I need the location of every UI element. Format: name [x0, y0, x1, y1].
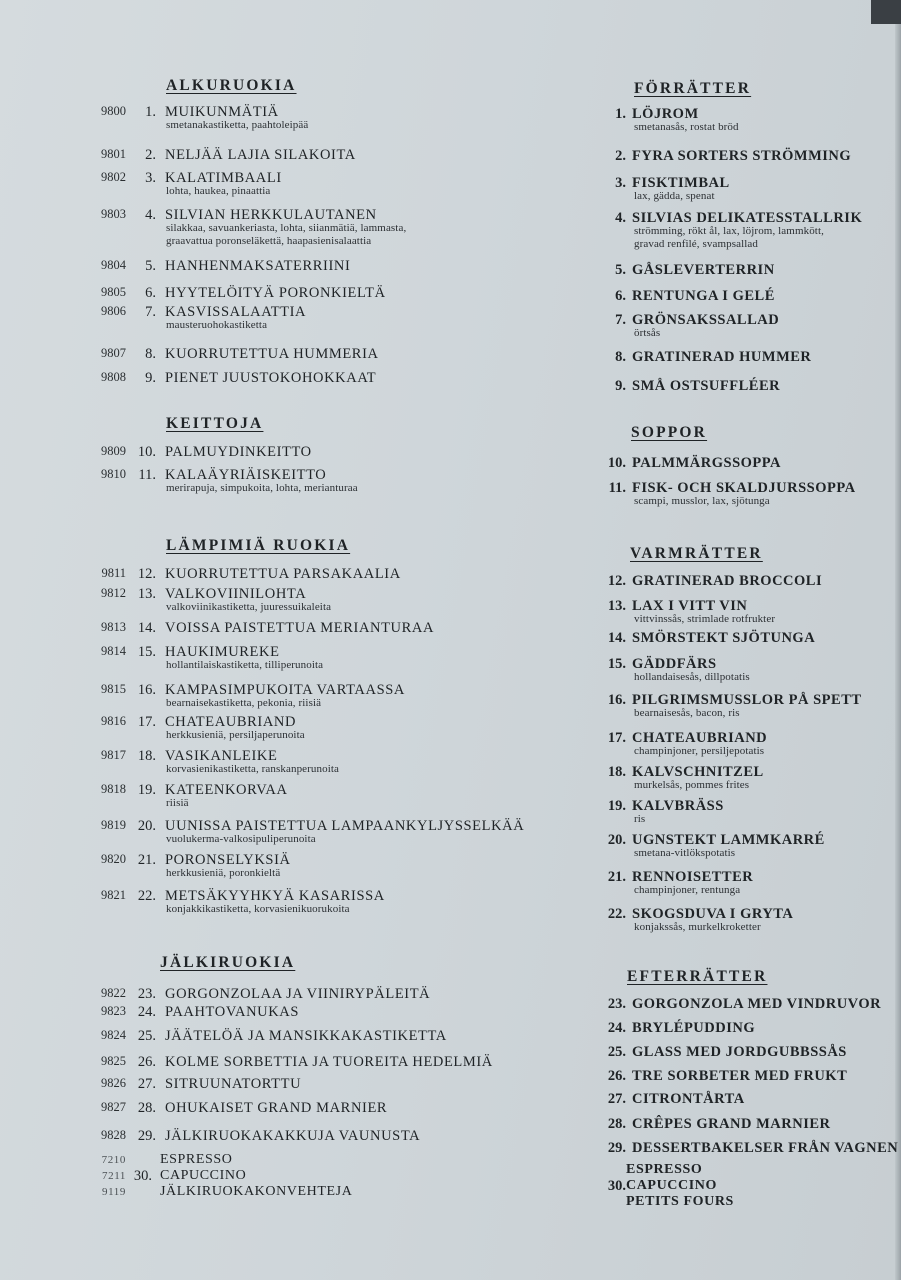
- menu-item: [596, 906, 896, 936]
- menu-item: [0, 258, 600, 288]
- item-number: 9.: [145, 370, 156, 386]
- item-name: CITRONTÅRTA: [632, 1091, 745, 1107]
- item-number: 23.: [607, 996, 626, 1012]
- item-description: lax, gädda, spenat: [634, 190, 715, 202]
- item-line-konvehteja: JÄLKIRUOKAKONVEHTEJA: [160, 1184, 353, 1199]
- item-name: HYYTELÖITYÄ PORONKIELTÄ: [165, 285, 386, 301]
- item-number: 17.: [137, 714, 156, 730]
- heading-lampimia-ruokia: LÄMPIMIÄ RUOKIA: [166, 537, 351, 554]
- item-description: valkoviinikastiketta, juuressuikaleita: [166, 601, 332, 613]
- menu-item: [596, 312, 896, 342]
- item-name: KATEENKORVAA: [165, 782, 288, 798]
- item-name: GÄDDFÄRS: [632, 656, 717, 672]
- item-name: GLASS MED JORDGUBBSSÅS: [632, 1044, 847, 1060]
- item-number: 25.: [137, 1028, 156, 1044]
- menu-item: [0, 782, 600, 812]
- menu-item: [596, 480, 896, 510]
- item-code: 9804: [101, 258, 126, 272]
- item-description: merirapuja, simpukoita, lohta, merianturaa: [166, 482, 358, 494]
- item-number: 5.: [615, 262, 626, 278]
- item-number: 10.: [607, 455, 626, 471]
- item-name: PIENET JUUSTOKOHOKKAAT: [165, 370, 377, 386]
- item-name: GRÖNSAKSSALLAD: [632, 312, 780, 328]
- item-description: herkkusieniä, poronkieltä: [166, 867, 281, 879]
- item-number: 12.: [607, 573, 626, 589]
- item-number: 30.: [607, 1178, 626, 1194]
- item-number: 12.: [137, 566, 156, 582]
- item-description: strömming, rökt ål, lax, löjrom, lammkött,: [634, 225, 824, 237]
- item-name: SITRUUNATORTTU: [165, 1076, 302, 1092]
- item-code: 9820: [101, 852, 126, 866]
- item-number: 2.: [615, 148, 626, 164]
- item-number: 22.: [607, 906, 626, 922]
- menu-item: [0, 714, 600, 744]
- item-number: 27.: [607, 1091, 626, 1107]
- heading-forratter: FÖRRÄTTER: [634, 80, 752, 97]
- item-name: CHATEAUBRIAND: [632, 730, 768, 746]
- heading-soppor: SOPPOR: [631, 424, 708, 441]
- menu-item: [0, 748, 600, 778]
- item-description: korvasienikastiketta, ranskanperunoita: [166, 763, 340, 775]
- item-name: RENTUNGA I GELÉ: [632, 288, 775, 304]
- item-line-espresso: ESPRESSO: [626, 1162, 703, 1177]
- item-number: 14.: [137, 620, 156, 636]
- item-code: 9818: [101, 782, 126, 796]
- item-number: 19.: [607, 798, 626, 814]
- menu-item: [0, 682, 600, 712]
- item-code: 9801: [101, 147, 126, 161]
- item-description: lohta, haukea, pinaattia: [166, 185, 271, 197]
- item-line-capuccino: CAPUCCINO: [626, 1178, 717, 1193]
- item-number: 13.: [607, 598, 626, 614]
- item-name: GRATINERAD BROCCOLI: [632, 573, 823, 589]
- item-number: 27.: [137, 1076, 156, 1092]
- item-name: JÄÄTELÖÄ JA MANSIKKAKASTIKETTA: [165, 1028, 447, 1044]
- item-number: 1.: [145, 104, 156, 120]
- item-number: 22.: [137, 888, 156, 904]
- item-description: murkelsås, pommes frites: [634, 779, 750, 791]
- item-name: LÖJROM: [632, 106, 699, 122]
- item-number: 15.: [137, 644, 156, 660]
- menu-item: [596, 106, 896, 136]
- menu-item: [596, 692, 896, 722]
- item-number: 20.: [607, 832, 626, 848]
- item-number: 29.: [607, 1140, 626, 1156]
- heading-alkuruokia: ALKURUOKIA: [166, 77, 297, 94]
- item-number: 19.: [137, 782, 156, 798]
- item-description: smetanakastiketta, paahtoleipää: [166, 119, 309, 131]
- item-number: 8.: [145, 346, 156, 362]
- item-number: 20.: [137, 818, 156, 834]
- item-code: 9811: [101, 566, 126, 580]
- item-name: KOLME SORBETTIA JA TUOREITA HEDELMIÄ: [165, 1054, 493, 1070]
- item-name: UGNSTEKT LAMMKARRÉ: [632, 832, 825, 848]
- item-name: FISKTIMBAL: [632, 175, 730, 191]
- item-name: OHUKAISET GRAND MARNIER: [165, 1100, 388, 1116]
- item-name: CRÊPES GRAND MARNIER: [632, 1116, 831, 1132]
- item-number: 24.: [607, 1020, 626, 1036]
- item-description: champinjoner, rentunga: [634, 884, 741, 896]
- item-name: GRATINERAD HUMMER: [632, 349, 812, 365]
- item-code: 9822: [101, 986, 126, 1000]
- menu-item: [0, 818, 600, 848]
- menu-item: [596, 798, 896, 828]
- item-name: TRE SORBETER MED FRUKT: [632, 1068, 848, 1084]
- item-line-espresso: ESPRESSO: [160, 1152, 233, 1167]
- item-number: 10.: [137, 444, 156, 460]
- item-code: 9827: [101, 1100, 126, 1114]
- item-lines: [160, 1152, 352, 1200]
- item-code: 9819: [101, 818, 126, 832]
- item-number: 26.: [137, 1054, 156, 1070]
- menu-item: [0, 304, 600, 334]
- item-line-capuccino: CAPUCCINO: [160, 1168, 247, 1183]
- item-description: gravad renfilé, svampsallad: [634, 238, 758, 250]
- item-number: 26.: [607, 1068, 626, 1084]
- item-code: 9809: [101, 444, 126, 458]
- item-number: 23.: [137, 986, 156, 1002]
- item-number: 6.: [145, 285, 156, 301]
- item-code: 9821: [101, 888, 126, 902]
- item-name: KALVBRÄSS: [632, 798, 724, 814]
- item-code: 9814: [101, 644, 126, 658]
- item-number: 13.: [137, 586, 156, 602]
- item-code: 9816: [101, 714, 126, 728]
- item-name: VASIKANLEIKE: [165, 748, 278, 764]
- item-number: 9.: [615, 378, 626, 394]
- item-code: 9119: [102, 1186, 126, 1198]
- item-code: 9812: [101, 586, 126, 600]
- item-name: DESSERTBAKELSER FRÅN VAGNEN: [632, 1140, 899, 1156]
- item-code: 9826: [101, 1076, 126, 1090]
- item-number: 28.: [137, 1100, 156, 1116]
- menu-item: [596, 869, 896, 899]
- item-number: 21.: [137, 852, 156, 868]
- item-number: 11.: [138, 467, 156, 483]
- item-name: SMÅ OSTSUFFLÉER: [632, 378, 781, 394]
- item-name: VOISSA PAISTETTUA MERIANTURAA: [165, 620, 435, 636]
- menu-item: [596, 832, 896, 862]
- item-description: ris: [634, 813, 646, 825]
- menu-item: [596, 349, 896, 379]
- item-description: örtsås: [634, 327, 661, 339]
- item-name: GORGONZOLAA JA VIINIRYPÄLEITÄ: [165, 986, 431, 1002]
- heading-keittoja: KEITTOJA: [166, 415, 264, 432]
- item-name: KUORRUTETTUA PARSAKAALIA: [165, 566, 401, 582]
- item-codes: [80, 1152, 126, 1200]
- item-code: 9806: [101, 304, 126, 318]
- menu-item: [0, 888, 600, 918]
- item-code: 9824: [101, 1028, 126, 1042]
- item-description: mausteruohokastiketta: [166, 319, 268, 331]
- item-number: 3.: [145, 170, 156, 186]
- item-number: 24.: [137, 1004, 156, 1020]
- item-lines: [626, 1162, 734, 1210]
- menu-item-30-fi: [0, 1152, 600, 1202]
- item-code: 9803: [101, 207, 126, 221]
- item-number: 2.: [145, 147, 156, 163]
- item-number: 3.: [615, 175, 626, 191]
- item-name: GÅSLEVERTERRIN: [632, 262, 775, 278]
- item-name: JÄLKIRUOKAKAKKUJA VAUNUSTA: [165, 1128, 421, 1144]
- item-number: 6.: [615, 288, 626, 304]
- menu-item: [0, 370, 600, 400]
- item-number: 16.: [607, 692, 626, 708]
- item-name: KALVSCHNITZEL: [632, 764, 764, 780]
- menu-item: [0, 207, 600, 247]
- item-name: VALKOVIINILOHTA: [165, 586, 307, 602]
- menu-item: [596, 148, 896, 178]
- menu-item: [596, 378, 896, 408]
- item-code: 7211: [102, 1170, 126, 1182]
- page-corner: [871, 0, 901, 24]
- item-number: 18.: [607, 764, 626, 780]
- item-number: 21.: [607, 869, 626, 885]
- item-name: KAMPASIMPUKOITA VARTAASSA: [165, 682, 405, 698]
- item-number: 30.: [133, 1168, 152, 1184]
- item-name: GORGONZOLA MED VINDRUVOR: [632, 996, 882, 1012]
- menu-item: [596, 598, 896, 628]
- item-code: 9817: [101, 748, 126, 762]
- item-code: 9800: [101, 104, 126, 118]
- item-code: 9810: [101, 467, 126, 481]
- item-name: PAAHTOVANUKAS: [165, 1004, 300, 1020]
- item-name: KALATIMBAALI: [165, 170, 282, 186]
- item-description: champinjoner, persiljepotatis: [634, 745, 765, 757]
- item-name: FISK- OCH SKALDJURSSOPPA: [632, 480, 856, 496]
- item-code: 9805: [101, 285, 126, 299]
- item-name: SILVIAS DELIKATESSTALLRIK: [632, 210, 863, 226]
- item-code: 9823: [101, 1004, 126, 1018]
- item-code: 9802: [101, 170, 126, 184]
- item-name: CHATEAUBRIAND: [165, 714, 297, 730]
- item-name: PILGRIMSMUSSLOR PÅ SPETT: [632, 692, 862, 708]
- item-name: SMÖRSTEKT SJÖTUNGA: [632, 630, 816, 646]
- heading-efterratter: EFTERRÄTTER: [627, 968, 768, 985]
- item-description: bearnaisesås, bacon, ris: [634, 707, 740, 719]
- item-number: 18.: [137, 748, 156, 764]
- item-number: 25.: [607, 1044, 626, 1060]
- item-number: 4.: [145, 207, 156, 223]
- item-description: konjakkikastiketta, korvasienikuorukoita: [166, 903, 350, 915]
- item-description: hollandaisesås, dillpotatis: [634, 671, 750, 683]
- item-description: vuolukerma-valkosipuliperunoita: [166, 833, 316, 845]
- item-description: smetanasås, rostat bröd: [634, 121, 739, 133]
- item-number: 29.: [137, 1128, 156, 1144]
- item-description: herkkusieniä, persiljaperunoita: [166, 729, 305, 741]
- menu-item: [0, 852, 600, 882]
- item-code: 9815: [101, 682, 126, 696]
- item-name: SKOGSDUVA I GRYTA: [632, 906, 794, 922]
- item-name: LAX I VITT VIN: [632, 598, 748, 614]
- menu-item: [596, 656, 896, 686]
- menu-item: [0, 586, 600, 616]
- item-name: UUNISSA PAISTETTUA LAMPAANKYLJYSSELKÄÄ: [165, 818, 525, 834]
- item-code: 9808: [101, 370, 126, 384]
- item-number: 5.: [145, 258, 156, 274]
- menu-item: [596, 764, 896, 794]
- menu-item: [0, 104, 600, 134]
- item-name: KUORRUTETTUA HUMMERIA: [165, 346, 379, 362]
- item-number: 15.: [607, 656, 626, 672]
- item-number: 7.: [145, 304, 156, 320]
- heading-varmratter: VARMRÄTTER: [630, 545, 763, 562]
- item-description: silakkaa, savuankeriasta, lohta, siianmätiä, lammasta,: [166, 222, 407, 234]
- item-code: 9813: [101, 620, 126, 634]
- item-name: PORONSELYKSIÄ: [165, 852, 291, 868]
- item-description: graavattua poronseläkettä, haapasienisalaattia: [166, 235, 372, 247]
- item-code: 9807: [101, 346, 126, 360]
- menu-item: [596, 730, 896, 760]
- menu-item: [596, 210, 896, 250]
- item-name: BRYLÉPUDDING: [632, 1020, 756, 1036]
- item-code: 7210: [101, 1154, 126, 1166]
- item-name: KASVISSALAATTIA: [165, 304, 307, 320]
- item-number: 28.: [607, 1116, 626, 1132]
- item-number: 17.: [607, 730, 626, 746]
- item-name: FYRA SORTERS STRÖMMING: [632, 148, 852, 164]
- item-name: HANHENMAKSATERRIINI: [165, 258, 351, 274]
- item-number: 1.: [615, 106, 626, 122]
- menu-item: [0, 644, 600, 674]
- item-name: METSÄKYYHKYÄ KASARISSA: [165, 888, 385, 904]
- item-description: smetana-vitlökspotatis: [634, 847, 736, 859]
- item-line-petits-fours: PETITS FOURS: [626, 1194, 734, 1209]
- item-name: PALMMÄRGSSOPPA: [632, 455, 782, 471]
- heading-jalkiruokia: JÄLKIRUOKIA: [160, 954, 296, 971]
- item-number: 16.: [137, 682, 156, 698]
- item-description: bearnaisekastiketta, pekonia, riisiä: [166, 697, 322, 709]
- item-number: 14.: [607, 630, 626, 646]
- item-name: HAUKIMUREKE: [165, 644, 280, 660]
- item-number: 7.: [615, 312, 626, 328]
- item-description: konjakssås, murkelkroketter: [634, 921, 761, 933]
- menu-item-30-sv: [596, 1162, 896, 1212]
- item-name: MUIKUNMÄTIÄ: [165, 104, 279, 120]
- item-name: RENNOISETTER: [632, 869, 754, 885]
- item-name: PALMUYDINKEITTO: [165, 444, 312, 460]
- item-number: 11.: [608, 480, 626, 496]
- menu-item: [0, 467, 600, 497]
- menu-item: [0, 170, 600, 200]
- item-description: scampi, musslor, lax, sjötunga: [634, 495, 770, 507]
- menu-item: [596, 175, 896, 205]
- item-description: hollantilaiskastiketta, tilliperunoita: [166, 659, 324, 671]
- item-name: NELJÄÄ LAJIA SILAKOITA: [165, 147, 356, 163]
- item-number: 8.: [615, 349, 626, 365]
- item-number: 4.: [615, 210, 626, 226]
- item-code: 9825: [101, 1054, 126, 1068]
- item-description: vittvinssås, strimlade rotfrukter: [634, 613, 776, 625]
- menu-item: [0, 1100, 600, 1130]
- item-name: SILVIAN HERKKULAUTANEN: [165, 207, 377, 223]
- item-name: KALAÄYRIÄISKEITTO: [165, 467, 327, 483]
- item-code: 9828: [101, 1128, 126, 1142]
- item-description: riisiä: [166, 797, 189, 809]
